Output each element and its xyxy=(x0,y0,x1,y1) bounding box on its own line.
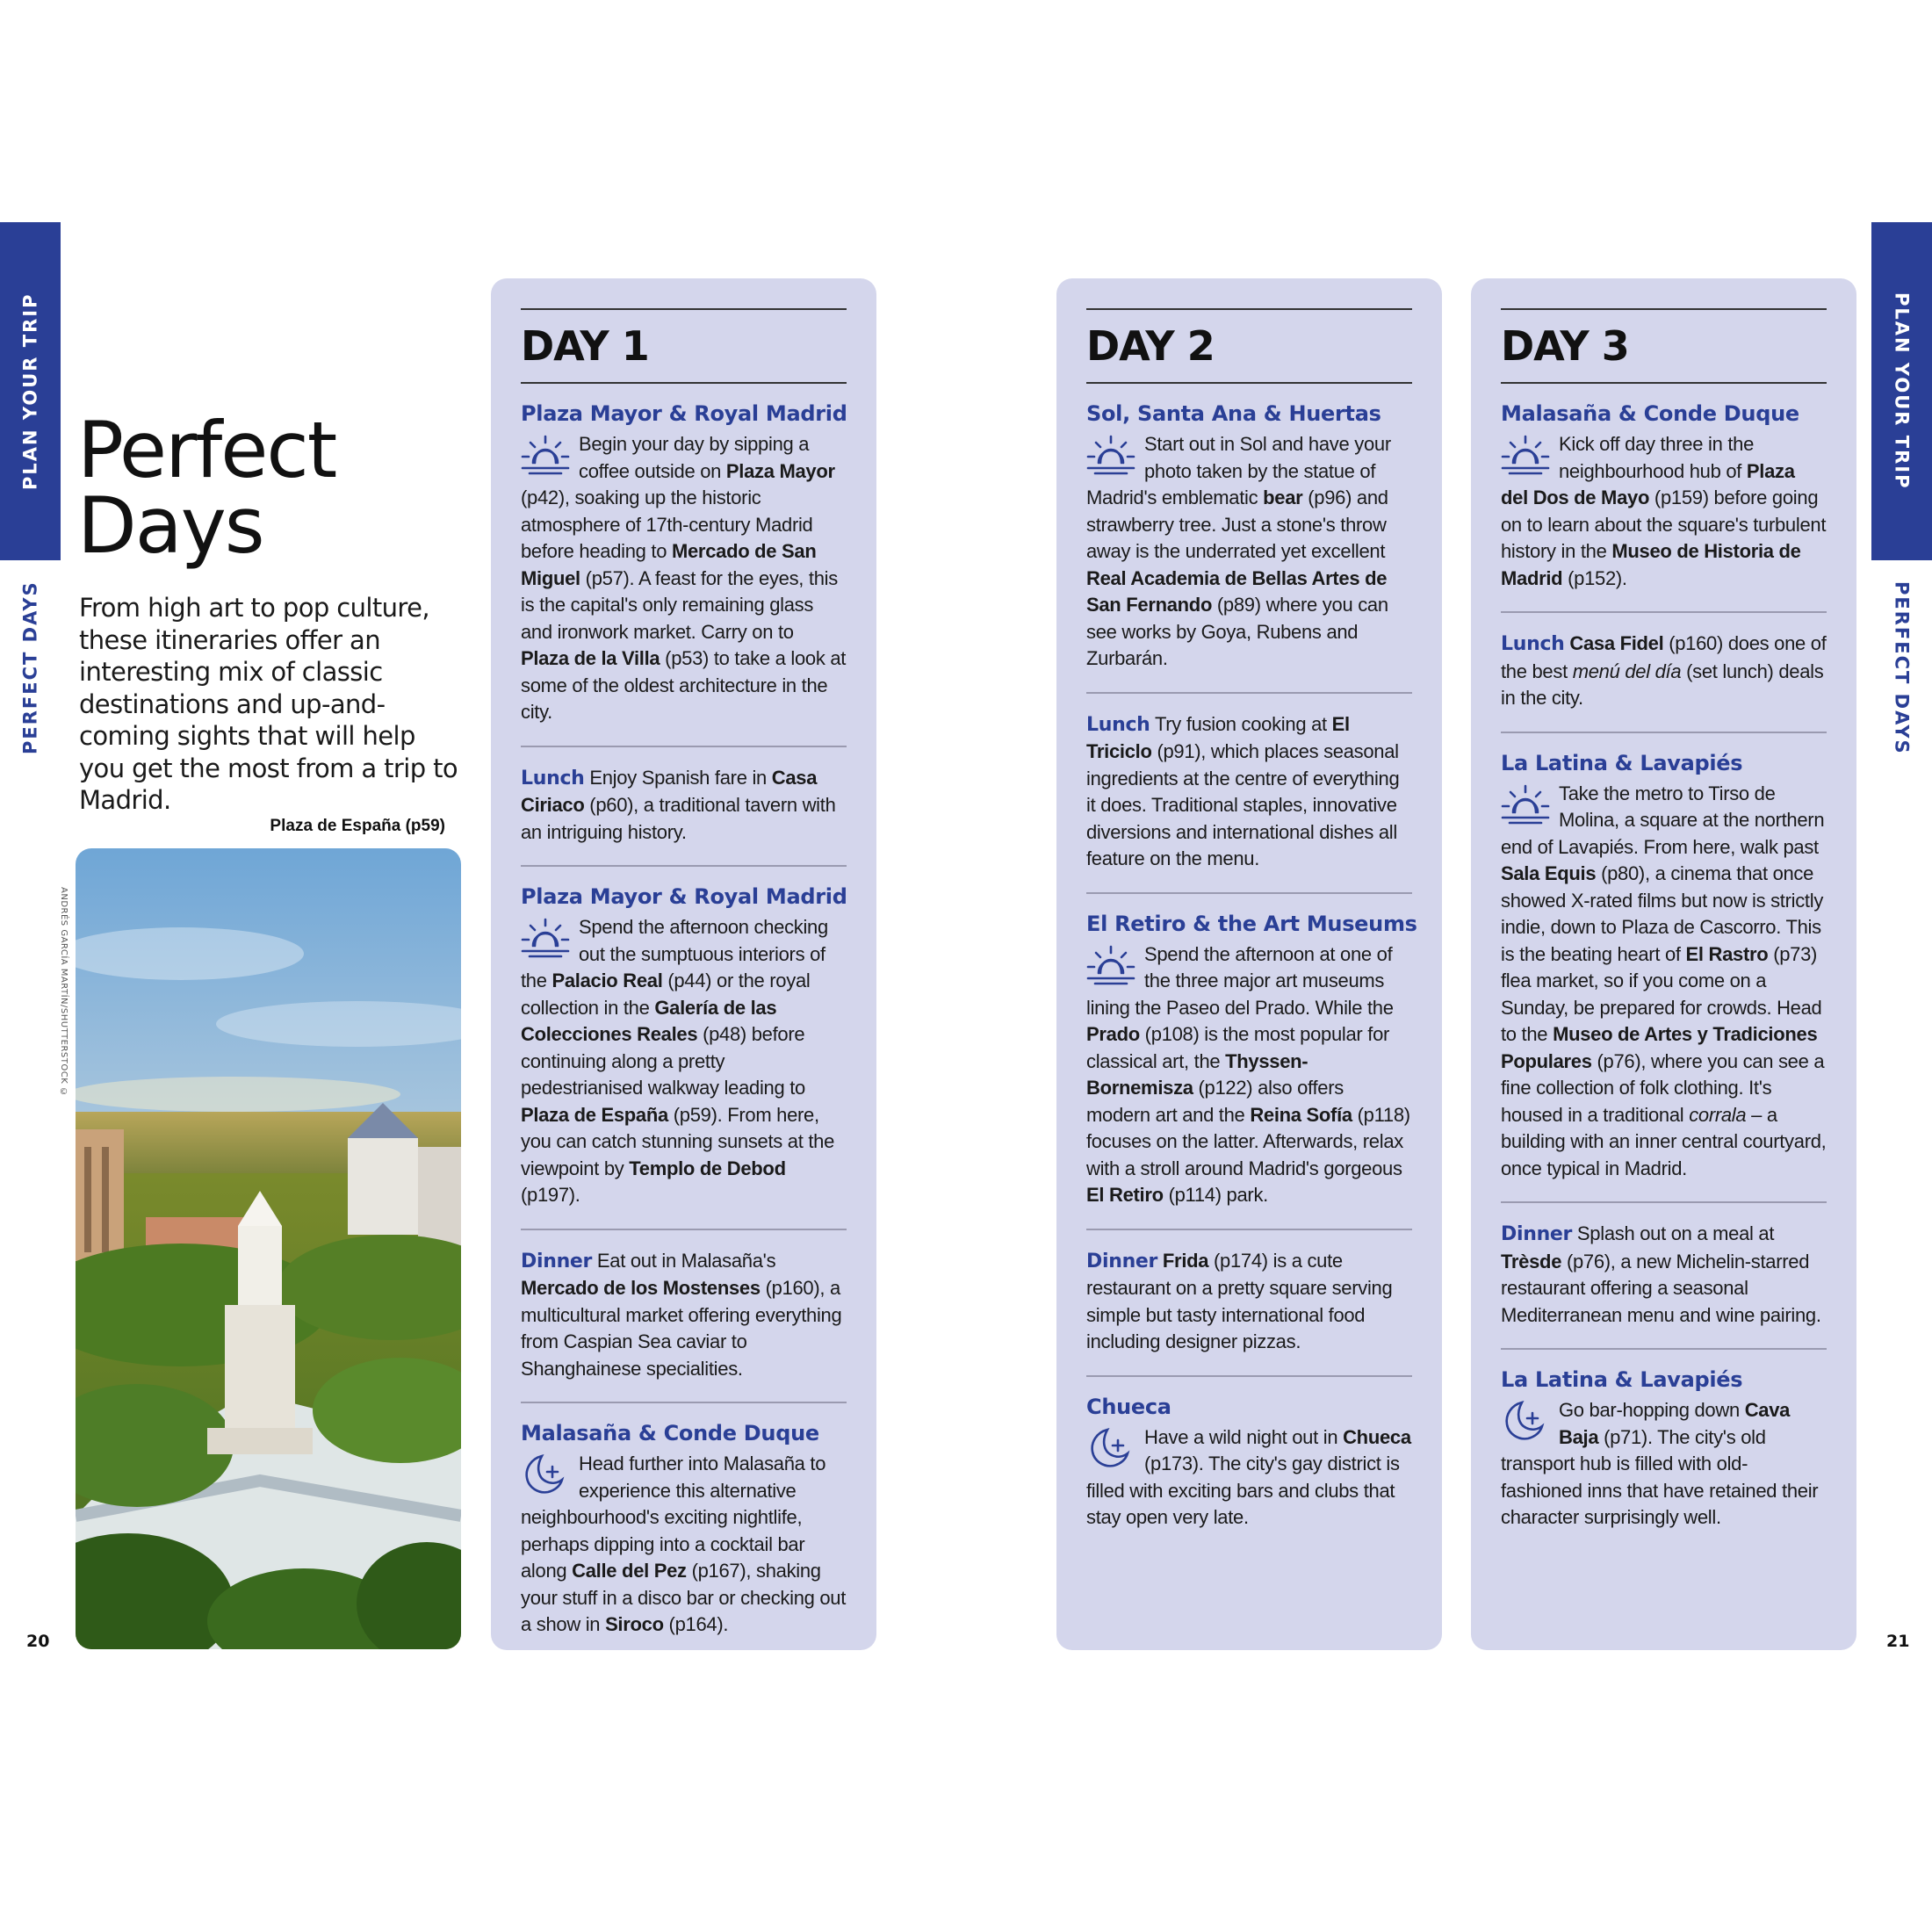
lunch-section xyxy=(1501,613,1827,733)
day-heading: DAY 3 xyxy=(1501,308,1827,384)
sun-icon xyxy=(1499,781,1554,826)
section-text: Spend the afternoon at one of the three major art museums lining the Paseo del Prado. While the Prado (p108) is the most popular for classical art, the Thyssen-Bornemisza (p122) also offers modern art and the Reina Sofía (p118) focuses on the latter. Afterwards, relax with a stroll around Madrid's gorgeous El Retiro (p114) park. xyxy=(1086,942,1410,1206)
section-text: Go bar-hopping down Cava Baja (p71). The city's old transport hub is filled with old-fashioned inns that have retained their character surprisingly well. xyxy=(1501,1399,1819,1528)
dinner-section xyxy=(521,1230,847,1404)
photo-caption: Plaza de España (p59) xyxy=(270,817,445,835)
section-title: El Retiro & the Art Museums xyxy=(1086,911,1417,936)
sun-icon xyxy=(1085,941,1139,987)
day-heading: DAY 1 xyxy=(521,308,847,384)
section-text: Take the metro to Tirso de Molina, a square at the northern end of Lavapiés. From here, walk past Sala Equis (p80), a cinema that once showed X-rated films but now is strictly indie, down to Plaza de Cascorro. This is the beating heart of El Rastro (p73) flea market, so if you come on a Sunday, be prepared for crowds. Head to the Museo de Artes y Tradiciones Populares (p76), where you can see a fine collection of folk clothing. It's housed in a traditional corrala – a building with an inner central courtyard, once typical in Madrid. xyxy=(1501,782,1827,1179)
photo-illustration xyxy=(76,848,461,1649)
moon-icon xyxy=(519,1451,573,1496)
meal-label: Dinner xyxy=(1086,1250,1158,1272)
section-title: Plaza Mayor & Royal Madrid xyxy=(521,401,847,426)
day-heading: DAY 2 xyxy=(1086,308,1412,384)
night-section xyxy=(1086,1377,1412,1551)
section-title: Malasaña & Conde Duque xyxy=(521,1421,819,1445)
night-section xyxy=(1501,1350,1827,1551)
meal-label: Lunch xyxy=(1501,633,1565,655)
sun-icon xyxy=(1499,431,1554,477)
section-text: Begin your day by sipping a coffee outside on Plaza Mayor (p42), soaking up the historic atmosphere of 17th-century Madrid before heading to Mercado de San Miguel (p57). A feast for the eyes, this is the capital's only remaining glass and ironwork market. Carry on to Plaza de la Villa (p53) to take a look at some of the oldest architecture in the city. xyxy=(521,433,847,723)
morning-section xyxy=(1501,384,1827,613)
page-number-right: 21 xyxy=(1886,1632,1910,1651)
section-text: Head further into Malasaña to experience this alternative neighbourhood's exciting nightlife, perhaps dipping into a cocktail bar along Calle del Pez (p167), shaking your stuff in a disco bar or checking out a show in Siroco (p164). xyxy=(521,1453,847,1635)
side-tab-left-chapter: PERFECT DAYS xyxy=(19,580,41,755)
dinner-section xyxy=(1086,1230,1412,1377)
sun-icon xyxy=(1085,431,1139,477)
afternoon-section xyxy=(1086,894,1417,1230)
section-text: Lunch Casa Fidel (p160) does one of the best menú del día (set lunch) deals in the city. xyxy=(1501,632,1827,709)
afternoon-section xyxy=(1501,733,1827,1204)
lunch-section xyxy=(1086,694,1412,894)
side-tab-right xyxy=(1871,222,1932,767)
section-title: Chueca xyxy=(1086,1394,1171,1419)
page-title-line-1: Perfect xyxy=(77,405,336,495)
section-text: Lunch Enjoy Spanish fare in Casa Ciriaco (p60), a traditional tavern with an intriguing history. xyxy=(521,766,836,843)
section-text: Lunch Try fusion cooking at El Triciclo (p91), which places seasonal ingredients at the centre of everything it does. Traditional staples, innovative diversions and international dishes all feature on the menu. xyxy=(1086,712,1400,869)
section-text: Kick off day three in the neighbourhood hub of Plaza del Dos de Mayo (p159) before going on to learn about the square's turbulent history in the Museo de Historia de Madrid (p152). xyxy=(1501,433,1827,589)
day-3-column xyxy=(1471,278,1856,1650)
side-tab-right-section: PLAN YOUR TRIP xyxy=(1891,292,1913,490)
section-title: Malasaña & Conde Duque xyxy=(1501,401,1799,426)
section-text: Dinner Splash out on a meal at Trèsde (p76), a new Michelin-starred restaurant offering a seasonal Mediterranean menu and wine pairing. xyxy=(1501,1222,1821,1326)
side-tab-left xyxy=(0,222,61,767)
meal-label: Dinner xyxy=(521,1250,593,1272)
meal-label: Dinner xyxy=(1501,1223,1573,1245)
dinner-section xyxy=(1501,1203,1827,1350)
section-text: Start out in Sol and have your photo taken by the statue of Madrid's emblematic bear (p96) and strawberry tree. Just a stone's throw away is the underrated yet excellent Real Academia de Bellas Artes de San Fernando (p89) where you can see works by Goya, Rubens and Zurbarán. xyxy=(1086,433,1391,669)
lunch-section xyxy=(521,747,847,868)
moon-icon xyxy=(1499,1397,1554,1443)
intro-text: From high art to pop culture, these itineraries offer an interesting mix of classic destinations and up-and-coming sights that will help you get the most from a trip to Madrid. xyxy=(79,593,458,815)
section-title: La Latina & Lavapiés xyxy=(1501,1367,1743,1392)
page-title-line-2: Days xyxy=(77,480,263,571)
section-title: La Latina & Lavapiés xyxy=(1501,750,1743,775)
section-text: Dinner Frida (p174) is a cute restaurant on a pretty square serving simple but tasty international food including designer pizzas. xyxy=(1086,1249,1393,1352)
section-text: Dinner Eat out in Malasaña's Mercado de los Mostenses (p160), a multicultural market offering everything from Caspian Sea caviar to Shanghainese specialities. xyxy=(521,1249,842,1380)
side-tab-right-chapter: PERFECT DAYS xyxy=(1891,580,1913,755)
day-1-column xyxy=(491,278,876,1650)
plaza-de-espana-photo xyxy=(76,848,461,1649)
day-2-column xyxy=(1056,278,1442,1650)
meal-label: Lunch xyxy=(1086,713,1150,736)
section-text: Have a wild night out in Chueca (p173). The city's gay district is filled with exciting bars and clubs that stay open very late. xyxy=(1086,1425,1411,1528)
photo-credit: ANDRÉS GARCÍA MARTÍN/SHUTTERSTOCK © xyxy=(59,887,68,1098)
section-text: Spend the afternoon checking out the sumptuous interiors of the Palacio Real (p44) or the royal collection in the Galería de las Colecciones Reales (p48) before continuing along a pretty pedestrianised walkway leading to Plaza de España (p59). From here, you can catch stunning sunsets at the viewpoint by Templo de Debod (p197). xyxy=(521,916,835,1206)
moon-icon xyxy=(1085,1424,1139,1470)
night-section xyxy=(521,1403,847,1658)
sun-icon xyxy=(519,914,573,960)
meal-label: Lunch xyxy=(521,767,585,789)
section-title: Plaza Mayor & Royal Madrid xyxy=(521,884,847,909)
page-number-left: 20 xyxy=(26,1632,50,1651)
morning-section xyxy=(1086,384,1412,694)
section-title: Sol, Santa Ana & Huertas xyxy=(1086,401,1381,426)
afternoon-section xyxy=(521,867,847,1230)
sun-icon xyxy=(519,431,573,477)
page-title xyxy=(77,405,336,571)
morning-section xyxy=(521,384,847,747)
side-tab-left-section: PLAN YOUR TRIP xyxy=(19,292,41,490)
